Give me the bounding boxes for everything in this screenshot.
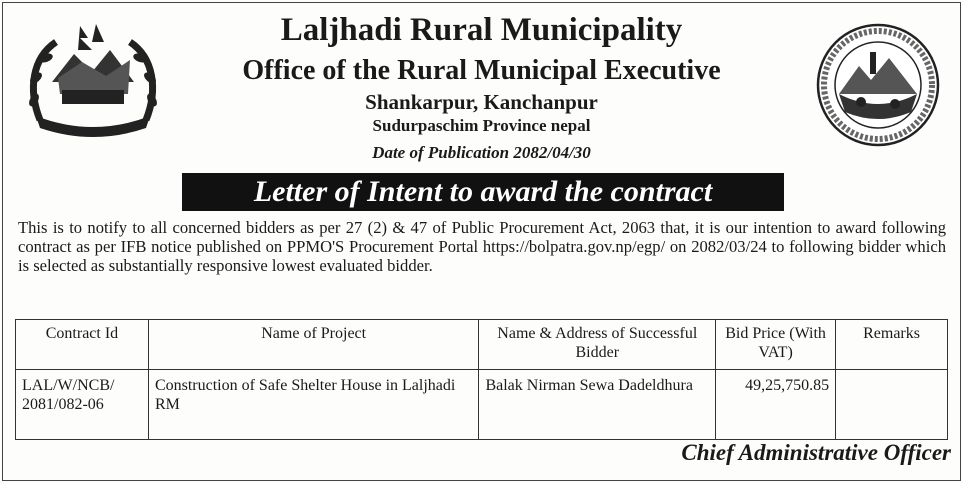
office-name: Office of the Rural Municipal Executive <box>242 55 721 86</box>
col-header-bid-price: Bid Price (With VAT) <box>716 320 836 370</box>
notice-body: This is to notify to all concerned bidders as per 27 (2) & 47 of Public Procurement Act, 2063 that, it is our intention to award following contract as per IFB notice published on PPMO'S Procurement Portal https://bolpatra.gov.np/egp/ on 2082/03/24 to following bidder which is selected as substantially responsive lowest evaluated bidder. <box>18 218 946 275</box>
table-header-row <box>16 320 948 370</box>
province: Sudurpaschim Province nepal <box>372 116 591 135</box>
notice-title: Letter of Intent to award the contract <box>182 173 784 211</box>
cell-remarks <box>836 370 948 440</box>
cell-bid-price: 49,25,750.85 <box>716 370 836 440</box>
municipality-name: Laljhadi Rural Municipality <box>280 12 683 48</box>
col-header-project: Name of Project <box>148 320 479 370</box>
col-header-contract-id: Contract Id <box>16 320 149 370</box>
col-header-remarks: Remarks <box>836 320 948 370</box>
signatory-title: Chief Administrative Officer <box>681 440 951 465</box>
cell-contract-id: LAL/W/NCB/ 2081/082-06 <box>16 370 149 440</box>
col-header-bidder: Name & Address of Successful Bidder <box>479 320 716 370</box>
office-address: Shankarpur, Kanchanpur <box>365 90 598 114</box>
cell-bidder: Balak Nirman Sewa Dadeldhura <box>479 370 716 440</box>
table-row <box>16 370 948 440</box>
publication-date: Date of Publication 2082/04/30 <box>372 143 591 162</box>
cell-project: Construction of Safe Shelter House in Laljhadi RM <box>148 370 479 440</box>
award-table <box>15 319 948 440</box>
